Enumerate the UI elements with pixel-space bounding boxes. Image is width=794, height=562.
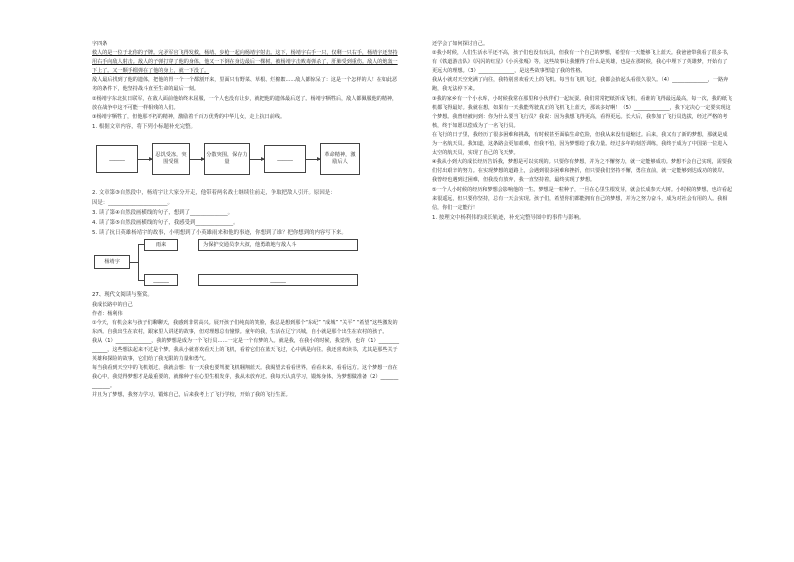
hero-box: 杨靖宇 <box>94 255 130 269</box>
para: 并且为了梦想，我努力学习，锻炼自己，后来我考上了飞行学校，开始了我的飞行生涯。 <box>92 392 291 399</box>
question-2: 2. 文章第③自然段中，杨靖宇让大家分开走，他带着两名战士继续往前走，争取把敌人引开。原因是： <box>92 189 336 196</box>
para: 我从小就对天空充满了向往，我特别喜欢看天上的飞机。每当有飞机飞过，我都会抬起头看很久很久。（4）______________，一路奔跑，我无法停下来。 <box>432 77 729 93</box>
question-4: 4. 读了第⑤自然段画横线的句子，我感受到______________。 <box>92 220 239 227</box>
flow-box-1: ______ <box>96 145 138 173</box>
article-author: 作者：杨利伟 <box>92 310 123 317</box>
para: 救人的是一位于北你的子牌。完矛军官飞得发救，杨靖、步枪一起向杨靖宇射击。这下，杨靖宇右手一只，仅剩一只右手，杨靖宇还坚持用右手向敌人射击。敌人的子弹打穿了他的身体，他又一下倒在身边最后一棵树，被杨靖宇击败毒弹杀了，肝肺受到重伤。敌人的炮轰一下上了。又一颗手榴弹在了他的身上，就一下没了。 <box>92 50 398 75</box>
arrow-icon <box>250 159 264 160</box>
para: 我从（1）______________，我的梦想是成为一个飞行员……一定是一个有梦的人。就是我，在我小的时候，我觉得，也许（1）______________，这些想法起来不过是个梦。我从小就喜欢看天上的飞机，看着它们在蓝天飞过，心中满是向往。我还喜欢读书，尤其是那些关于英雄和探险的故事，它们给了我无限的力量和勇气。 <box>92 337 400 363</box>
question-3: 3. 读了第④自然段画横线的句子，想到了______________。 <box>92 210 234 217</box>
flow-box-3: 分散突围，保存力量 <box>204 143 250 175</box>
hero-diagram <box>92 241 400 289</box>
answer-box-2: ______ <box>198 274 358 286</box>
para: ②杨靖宇东北抗日联军，在敌人面前他始终未屈服，一个人也没有让步，就把他的遗体最后送了。杨靖宇牺牲后，敌人都佩服他的精神，放在战争中这不可能一样相残的人们。 <box>92 95 398 111</box>
section-27: 27、现代文阅读与鉴赏。 <box>92 292 153 299</box>
arrow-icon <box>306 159 320 160</box>
para: ③杨靖宇牺牲了，但他那不朽的精神，激励着千百万优秀的中华儿女，走上抗日前线。 <box>92 113 286 120</box>
deed-box: 为保护交通员李大叔，他勇敢地与敌人斗 <box>198 239 358 251</box>
para: ①今天，有机会来与孩子们聊聊天，我感到非常高兴。展开孩子们纯真的笑脸，我总是想到那个“东纪” “成城” “关平” “希望”这些激发的东西。自我出生在农村，跟家里人讲述的故事，但对理想总有憧憬。童年的我，生活在辽宁兴城，自小就是那个出生在农村的孩子。 <box>92 319 398 335</box>
para: 在飞行的日子里，我经历了很多困难和挑战，有时候甚至面临生命危险，但我从来没有退缩过。后来，我又有了新的梦想，那就是成为一名航天员。我知道，这条路会更加艰难，但我不怕，因为梦想给了我力量。经过多年的刻苦训练，我终于成为了中国第一位进入太空的航天员，实现了自己的飞天梦。 <box>432 131 728 157</box>
para: ⑤一个人小时候的经历和梦想会影响他的一生。梦想是一粒种子，一旦在心里生根发芽，就会长成参天大树。小时候的梦想，也许看起来很遥远，但只要你坚持，总有一天会实现。孩子们，希望你们都能拥有自己的梦想，并为之努力奋斗，成为对社会有用的人。我相信，你们一定能行！ <box>432 186 733 211</box>
arrow-icon <box>190 159 204 160</box>
article-title: 我成长路中的自己 <box>92 301 133 308</box>
para: 字四条 <box>92 41 108 47</box>
para: ②我小时候，人们生活水平还不高，孩子们也没有玩具，但我有一个自己的梦想，希望有一天能够飞上蓝天。我爸爸带我看了很多书，有《铁道游击队》《闪闪的红星》《小兵张嘎》等，这些故事让我懂得了什么是英雄，也是在那时候，我心中埋下了英雄梦，开始有了更远大的理想。（3）______________，是这些故事塑造了我的性格。 <box>432 50 733 75</box>
connector <box>130 262 138 263</box>
flow-box-5: 革命精神，激励后人 <box>320 143 360 175</box>
question-2-answer: 因是：______________________。 <box>92 200 173 207</box>
answer-box-1: ______ <box>144 274 178 286</box>
flow-box-2: 忍饥受冻，突围受阻 <box>152 143 190 175</box>
flow-box-4: ______ <box>264 145 306 173</box>
related-hero-box: 雨来 <box>144 239 178 251</box>
right-column <box>432 40 732 223</box>
bracket <box>138 244 139 280</box>
question-1: 1. 根据文章内容，将下列小标题补充完整。 <box>92 123 196 130</box>
question-right-1: 1. 按理文中杨利伟的成长轨迹，补充完整导图中的事件与影响。 <box>432 214 585 221</box>
para: 敌人最后找到了他的遗体，把他的胃一个一个都割开来，里面只有野菜、草根、烂棉絮......敌人都惊呆了：这是一个怎样的人！在如此恶劣的条件下，他坚持战斗直至生命的最后一刻。 <box>92 77 398 93</box>
left-column <box>92 40 400 401</box>
para: 每当我看到天空中的飞机划过，我就会想：有一天我也要驾驶飞机翱翔蓝天。我渴望去看看世界，看看未来，看看远方。这个梦想一直在我心中，我觉得梦想才是最重要的，就像种子在心里生根发芽，我从未放弃过。我每天认真学习，锻炼身体，为梦想做准备（2）______________。 <box>92 365 399 390</box>
question-5: 5. 读了抗日英雄杨靖宇的故事，小明想到了小英雄雨来和他的事迹，你想到了谁？把你想到的内容写下来。 <box>92 230 347 237</box>
arrow-icon <box>138 159 152 160</box>
para: 还学会了如何探讨自己。 <box>432 41 489 47</box>
para: ④我从小到大的成长经历告诉我，梦想是可以实现的。只要你有梦想，并为之不懈努力，就一定能够成功。梦想不会自己实现，需要我们付出艰辛的努力。在实现梦想的道路上，会遇到很多困难和挫折，但只要我们坚持不懈，勇往直前，就一定能够到达成功的彼岸。我曾经也遇到过困难，但我没有放弃，我一直坚持着，最终实现了梦想。 <box>432 159 733 184</box>
flow-diagram-1 <box>92 135 400 185</box>
para: ③我的家乡有一个小水库，小时候我常在那里和小伙伴们一起玩耍。我们常常把纸折成飞机，看谁的飞得最远最高，每一次，我的纸飞机都飞得最好。我就在想，如果有一天我能驾驶真正的飞机飞上蓝天，那该多好啊！（5）______________，我下定决心一定要实现这个梦想。我曾经被问到：你为什么要当飞行员？我说：因为我想飞得更高，看得更远。长大后，我参加了飞行员选拔，经过严格的考核，终于如愿以偿成为了一名飞行员。 <box>432 95 733 129</box>
